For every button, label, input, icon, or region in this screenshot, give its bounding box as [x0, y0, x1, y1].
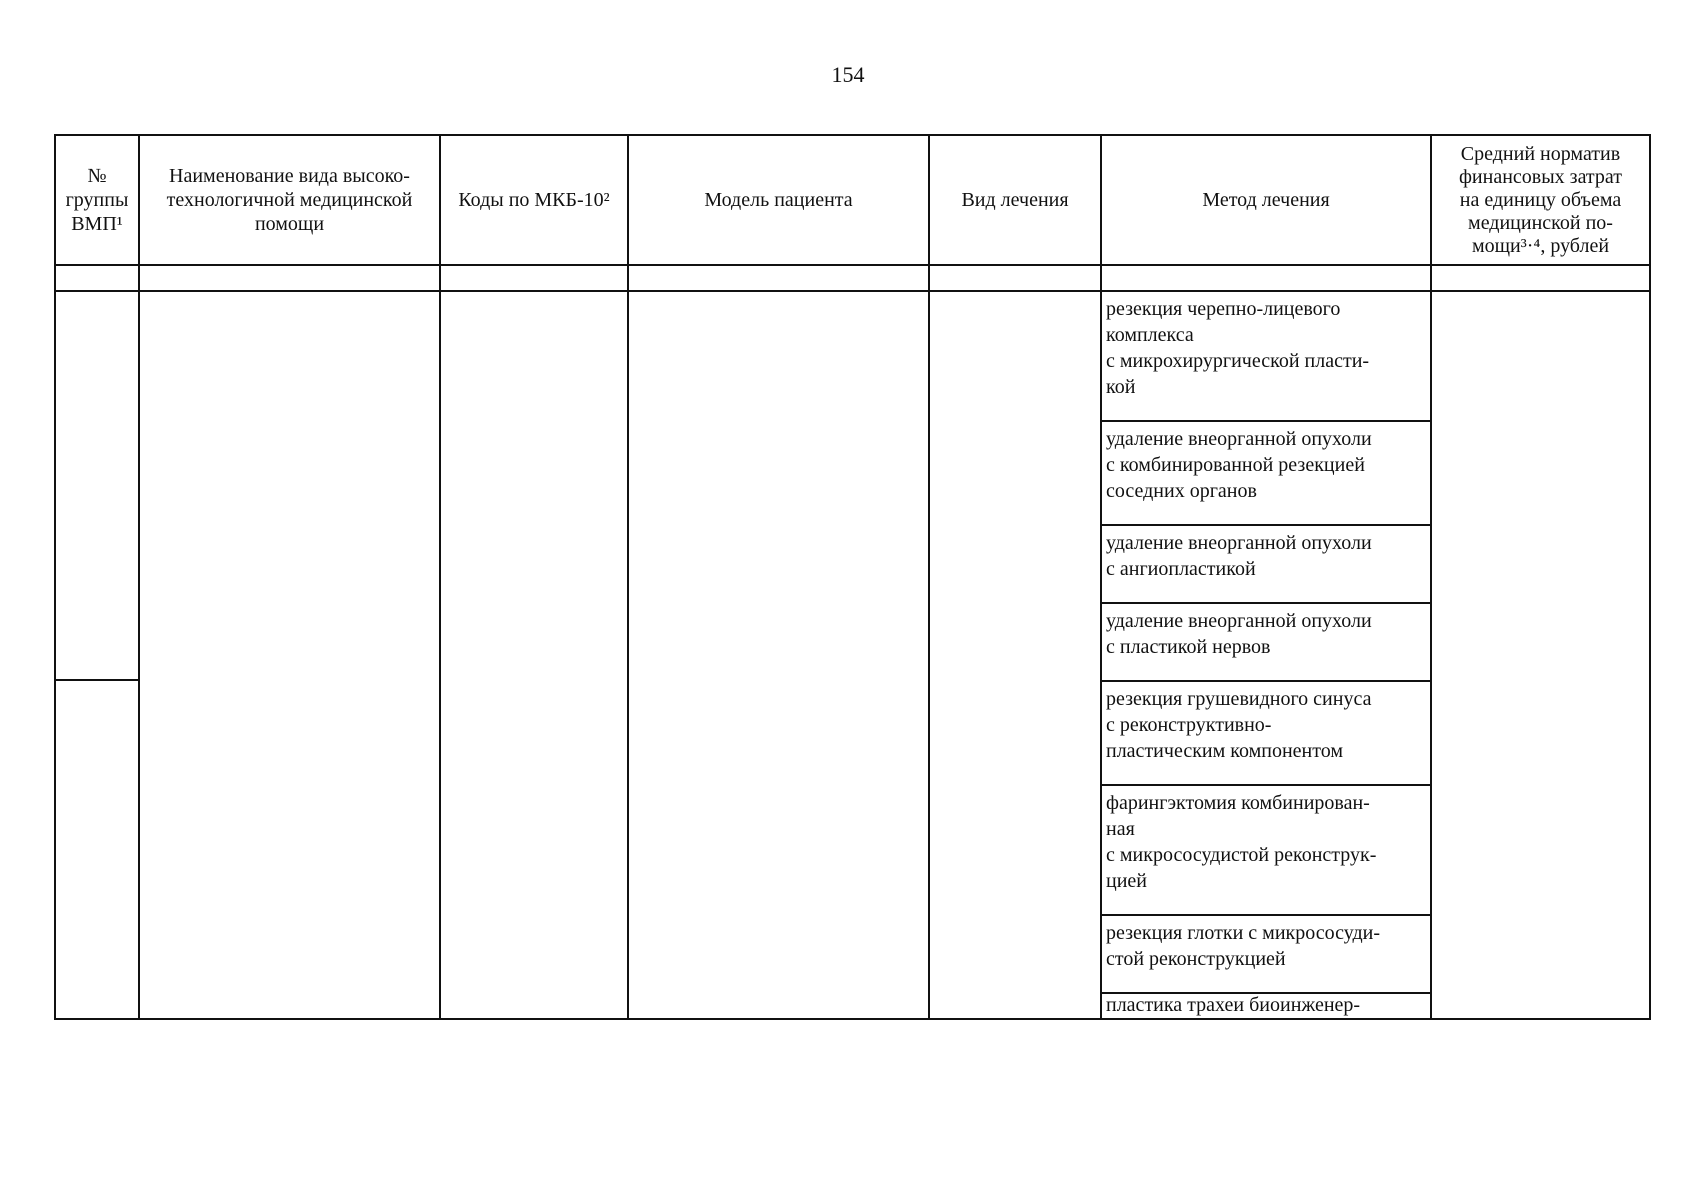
method-cell: удаление внеорганной опухоли с пластикой нервов	[1106, 610, 1372, 658]
method-cell: резекция черепно-лицевого комплекса с микрохирургической пласти- кой	[1106, 298, 1370, 398]
method-cell: резекция грушевидного синуса с реконструктивно- пластическим компонентом	[1106, 688, 1372, 762]
method-cell: резекция глотки с микрососуди- стой реконструкцией	[1106, 922, 1381, 970]
group-divider	[56, 679, 138, 681]
method-cell: пластика трахеи биоинженер-	[1106, 994, 1361, 1016]
header-group-number: № группы ВМП¹	[65, 165, 129, 235]
method-cell: фарингэктомия комбинирован- ная с микрососудистой реконструк- цией	[1106, 792, 1377, 892]
column-separator	[627, 136, 629, 1018]
column-separator	[1430, 136, 1432, 1018]
treatment-table	[54, 134, 1651, 1020]
header-average-cost: Средний норматив финансовых затрат на единицу объема медицинской по- мощи³·⁴, рублей	[1458, 142, 1623, 257]
method-cell: удаление внеорганной опухоли с комбинированной резекцией соседних органов	[1106, 428, 1372, 502]
column-separator	[928, 136, 930, 1018]
column-separator	[138, 136, 140, 1018]
header-icd-codes: Коды по МКБ-10²	[458, 189, 610, 211]
method-cell: удаление внеорганной опухоли с ангиопластикой	[1106, 532, 1372, 580]
header-divider	[56, 264, 1649, 266]
header-patient-model: Модель пациента	[704, 189, 853, 211]
page-number: 154	[831, 62, 865, 87]
header-treatment-type: Вид лечения	[961, 189, 1069, 211]
header-care-type-name: Наименование вида высоко- технологичной медицинской помощи	[166, 165, 413, 235]
column-separator	[439, 136, 441, 1018]
header-treatment-method: Метод лечения	[1202, 189, 1330, 211]
